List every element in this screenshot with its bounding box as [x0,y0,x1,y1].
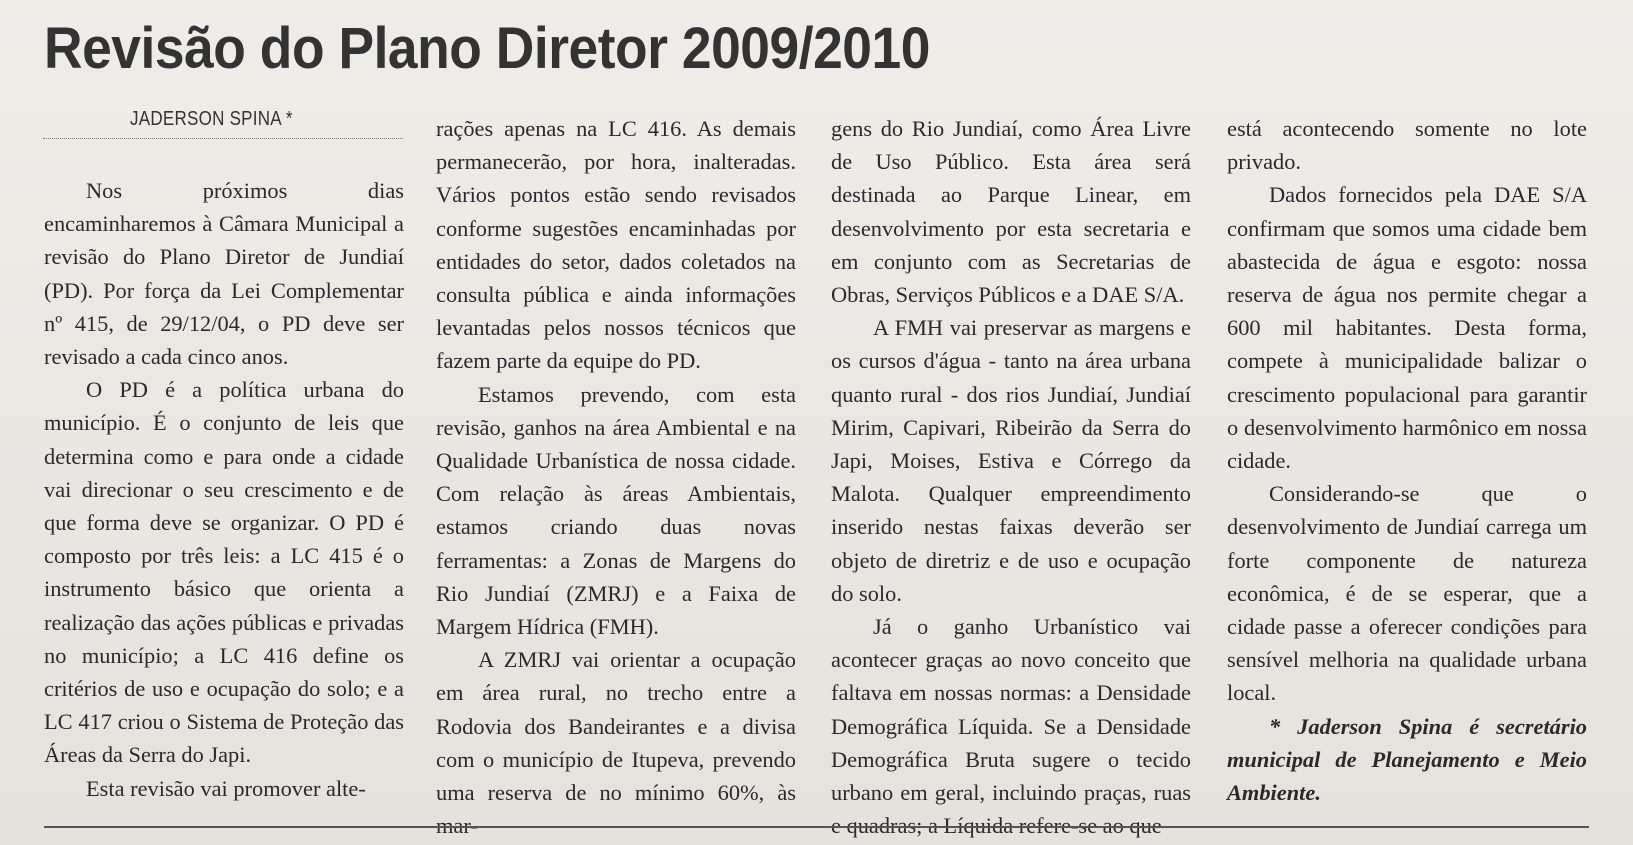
article-paragraph: A ZMRJ vai orientar a ocupação em área rural, no trecho entre a Rodovia dos Bandeirantes e a divisa com o município de Itupeva, prevendo uma reserva de no mínimo 60%, às mar- [436,647,796,839]
article-paragraph: rações apenas na LC 416. As demais permanecerão, por hora, inalteradas. Vários pontos estão sendo revisados conforme sugestões encaminhadas por entidades do setor, dados coletados na consulta pública e ainda informações levantadas pelos nossos técnicos que fazem parte da equipe do PD. [436,116,796,374]
byline-divider [43,138,403,139]
author-note: * Jaderson Spina é secretário municipal de Planejamento e Meio Ambiente. [1227,713,1587,806]
article-column-3 [831,112,1191,842]
article-paragraph: O PD é a política urbana do município. É o conjunto de leis que determina como e para onde a cidade vai direcionar o seu crescimento e de que forma deve se organizar. O PD é composto por três leis: a LC 415 é o instrumento básico que orienta a realização das ações públicas e privadas no município; a LC 416 define os critérios de uso e ocupação do solo; e a LC 417 criou o Sistema de Proteção das Áreas da Serra do Japi. [44,377,404,768]
article-paragraph: A FMH vai preservar as margens e os cursos d'água - tanto na área urbana quanto rural - dos rios Jundiaí, Jundiaí Mirim, Capivari, Ribeirão da Serra do Japi, Moises, Estiva e Córrego da Malota. Qualquer empreendimento inserido nestas faixas deverão ser objeto de diretriz e de uso e ocupação do solo. [831,315,1191,606]
article-paragraph: Dados fornecidos pela DAE S/A confirmam que somos uma cidade bem abastecida de água e esgoto: nossa reserva de água nos permite chegar a 600 mil habitantes. Desta forma, compete à municipalidade balizar o crescimento populacional para garantir o desenvolvimento harmônico em nossa cidade. [1227,182,1587,474]
article-paragraph: está acontecendo somente no lote privado. [1227,116,1587,175]
headline: Revisão do Plano Diretor 2009/2010 [44,16,930,81]
article-paragraph: Já o ganho Urbanístico vai acontecer graças ao novo conceito que faltava em nossas normas: a Densidade Demográfica Líquida. Se a Densidade Demográfica Bruta sugere o tecido urbano em geral, incluindo praças, ruas e quadras; a Líquida refere-se ao que [831,614,1191,839]
article-column-2 [436,112,796,842]
article-column-1 [44,174,404,805]
article-paragraph: Considerando-se que o desenvolvimento de Jundiaí carrega um forte componente de natureza econômica, é de se esperar, que a cidade passe a oferecer condições para sensível melhoria na qualidade urbana local. [1227,481,1587,706]
article-column-4-paragraphs [1227,112,1587,710]
article-paragraph: gens do Rio Jundiaí, como Área Livre de Uso Público. Esta área será destinada ao Parque Linear, em desenvolvimento por esta secretaria e em conjunto com as Secretarias de Obras, Serviços Públicos e a DAE S/A. [831,116,1191,308]
bottom-divider [44,826,1589,828]
article-paragraph: Esta revisão vai promover alte- [86,775,366,801]
article-paragraph: Nos próximos dias encaminharemos à Câmara Municipal a revisão do Plano Diretor de Jundiaí (PD). Por força da Lei Complementar nº 415, de 29/12/04, o PD deve ser revisado a cada cinco anos. [44,178,404,370]
byline: JADERSON SPINA * [130,108,293,130]
article-paragraph: Estamos prevendo, com esta revisão, ganhos na área Ambiental e na Qualidade Urbanística de nossa cidade. Com relação às áreas Ambientais, estamos criando duas novas ferramentas: a Zonas de Margens do Rio Jundiaí (ZMRJ) e a Faixa de Margem Hídrica (FMH). [436,381,796,640]
article-column-4 [1227,112,1587,809]
